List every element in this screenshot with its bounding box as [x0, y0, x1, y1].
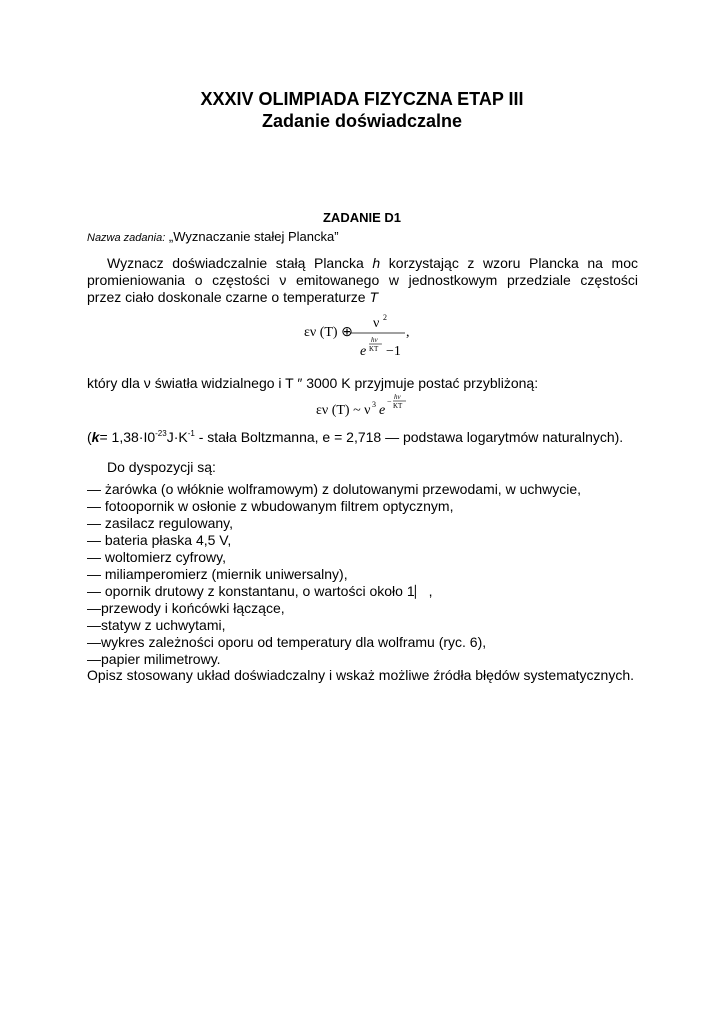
list-item: —wykres zależności oporu od temperatury dla wolframu (ryc. 6), — [87, 634, 487, 650]
intro-text: Wyznacz doświadczalnie stałą Plancka — [107, 255, 373, 271]
equipment-list — [87, 481, 647, 668]
planck-symbol: h — [372, 255, 381, 271]
list-item: —statyw z uchwytami, — [87, 617, 226, 633]
intro-line-2: promieniowania o częstości ν emitowanego w jednostkowym przedziale częstości — [87, 272, 638, 288]
formula1-minus-one: −1 — [386, 344, 401, 359]
task-name-line — [87, 229, 339, 244]
task-name-value: „Wyznaczanie stałej Plancka” — [168, 229, 339, 244]
k-unit: J·K — [166, 429, 188, 445]
approx-text: który dla ν światła widzialnego i T ″ 3000 K przyjmuje postać przybliżoną: — [87, 375, 539, 391]
constants-paragraph: ($k= 1,38\cdot I0^{-23}J\cdot K^{-1}$ - stała Boltzmanna, e = 2,718 — podstawa logarytmów naturalnych). — [87, 429, 624, 445]
task-name-label: Nazwa zadania: — [87, 232, 166, 244]
temperature-symbol: T — [369, 289, 379, 305]
list-item: —papier milimetrowy. — [87, 651, 221, 667]
k-symbol: k — [91, 429, 100, 445]
intro-paragraph — [87, 255, 638, 306]
formula1-lhs: εν (T) ⊕ — [304, 325, 353, 340]
list-item: — miliamperomierz (miernik uniwersalny), — [87, 566, 348, 582]
intro-text: korzystając z wzoru Plancka na moc — [380, 255, 639, 271]
formula1-exp-den: KT — [369, 345, 379, 353]
k-value: = 1,38·I0 — [99, 429, 156, 445]
formula1-exp-num: hν — [371, 336, 378, 344]
formula2-e: e — [379, 403, 386, 418]
formula2-exp-num: hν — [394, 393, 401, 401]
planck-formula — [0, 310, 724, 366]
list-item: — opornik drutowy z konstantanu, o wartości około 1⎸, — [87, 583, 433, 599]
document-subtitle: Zadanie doświadczalne — [261, 111, 463, 131]
list-item: —przewody i końcówki łączące, — [87, 600, 285, 616]
closing-paragraph: Opisz stosowany układ doświadczalny i wskaż możliwe źródła błędów systematycznych. — [87, 667, 634, 683]
list-item: — bateria płaska 4,5 V, — [87, 532, 232, 548]
formula2-lhs: εν (T) ~ ν — [316, 403, 371, 418]
formula1-num-exp: 2 — [383, 313, 387, 322]
intro-line-1 — [87, 255, 638, 272]
intro-line-3 — [87, 289, 638, 306]
approx-formula — [0, 392, 724, 422]
list-item: — fotoopornik w osłonie z wbudowanym filtrem optycznym, — [87, 498, 454, 514]
formula2-minus: − — [387, 397, 392, 406]
intro-text: przez ciało doskonale czarne o temperaturze — [87, 289, 370, 305]
formula2-exp-den: KT — [393, 402, 403, 410]
list-item: — woltomierz cyfrowy, — [87, 549, 226, 565]
formula1-e: e — [360, 344, 367, 359]
list-item: — żarówka (o włóknie wolframowym) z dolutowanymi przewodami, w uchwycie, — [87, 481, 582, 497]
formula2-exp3: 3 — [372, 400, 376, 409]
list-item: — zasilacz regulowany, — [87, 515, 234, 531]
available-intro: Do dyspozycji są: — [107, 459, 216, 475]
k-exponent: -23 — [155, 429, 167, 438]
document-title: XXXIV OLIMPIADA FIZYCZNA ETAP III — [200, 89, 524, 109]
k-unit-exponent: -1 — [187, 429, 195, 438]
formula1-numerator: ν — [373, 316, 380, 331]
formula1-comma: , — [406, 325, 410, 340]
constants-rest: - stała Boltzmanna, e = 2,718 — podstawa logarytmów naturalnych). — [194, 429, 624, 445]
task-number: ZADANIE D1 — [322, 210, 401, 225]
